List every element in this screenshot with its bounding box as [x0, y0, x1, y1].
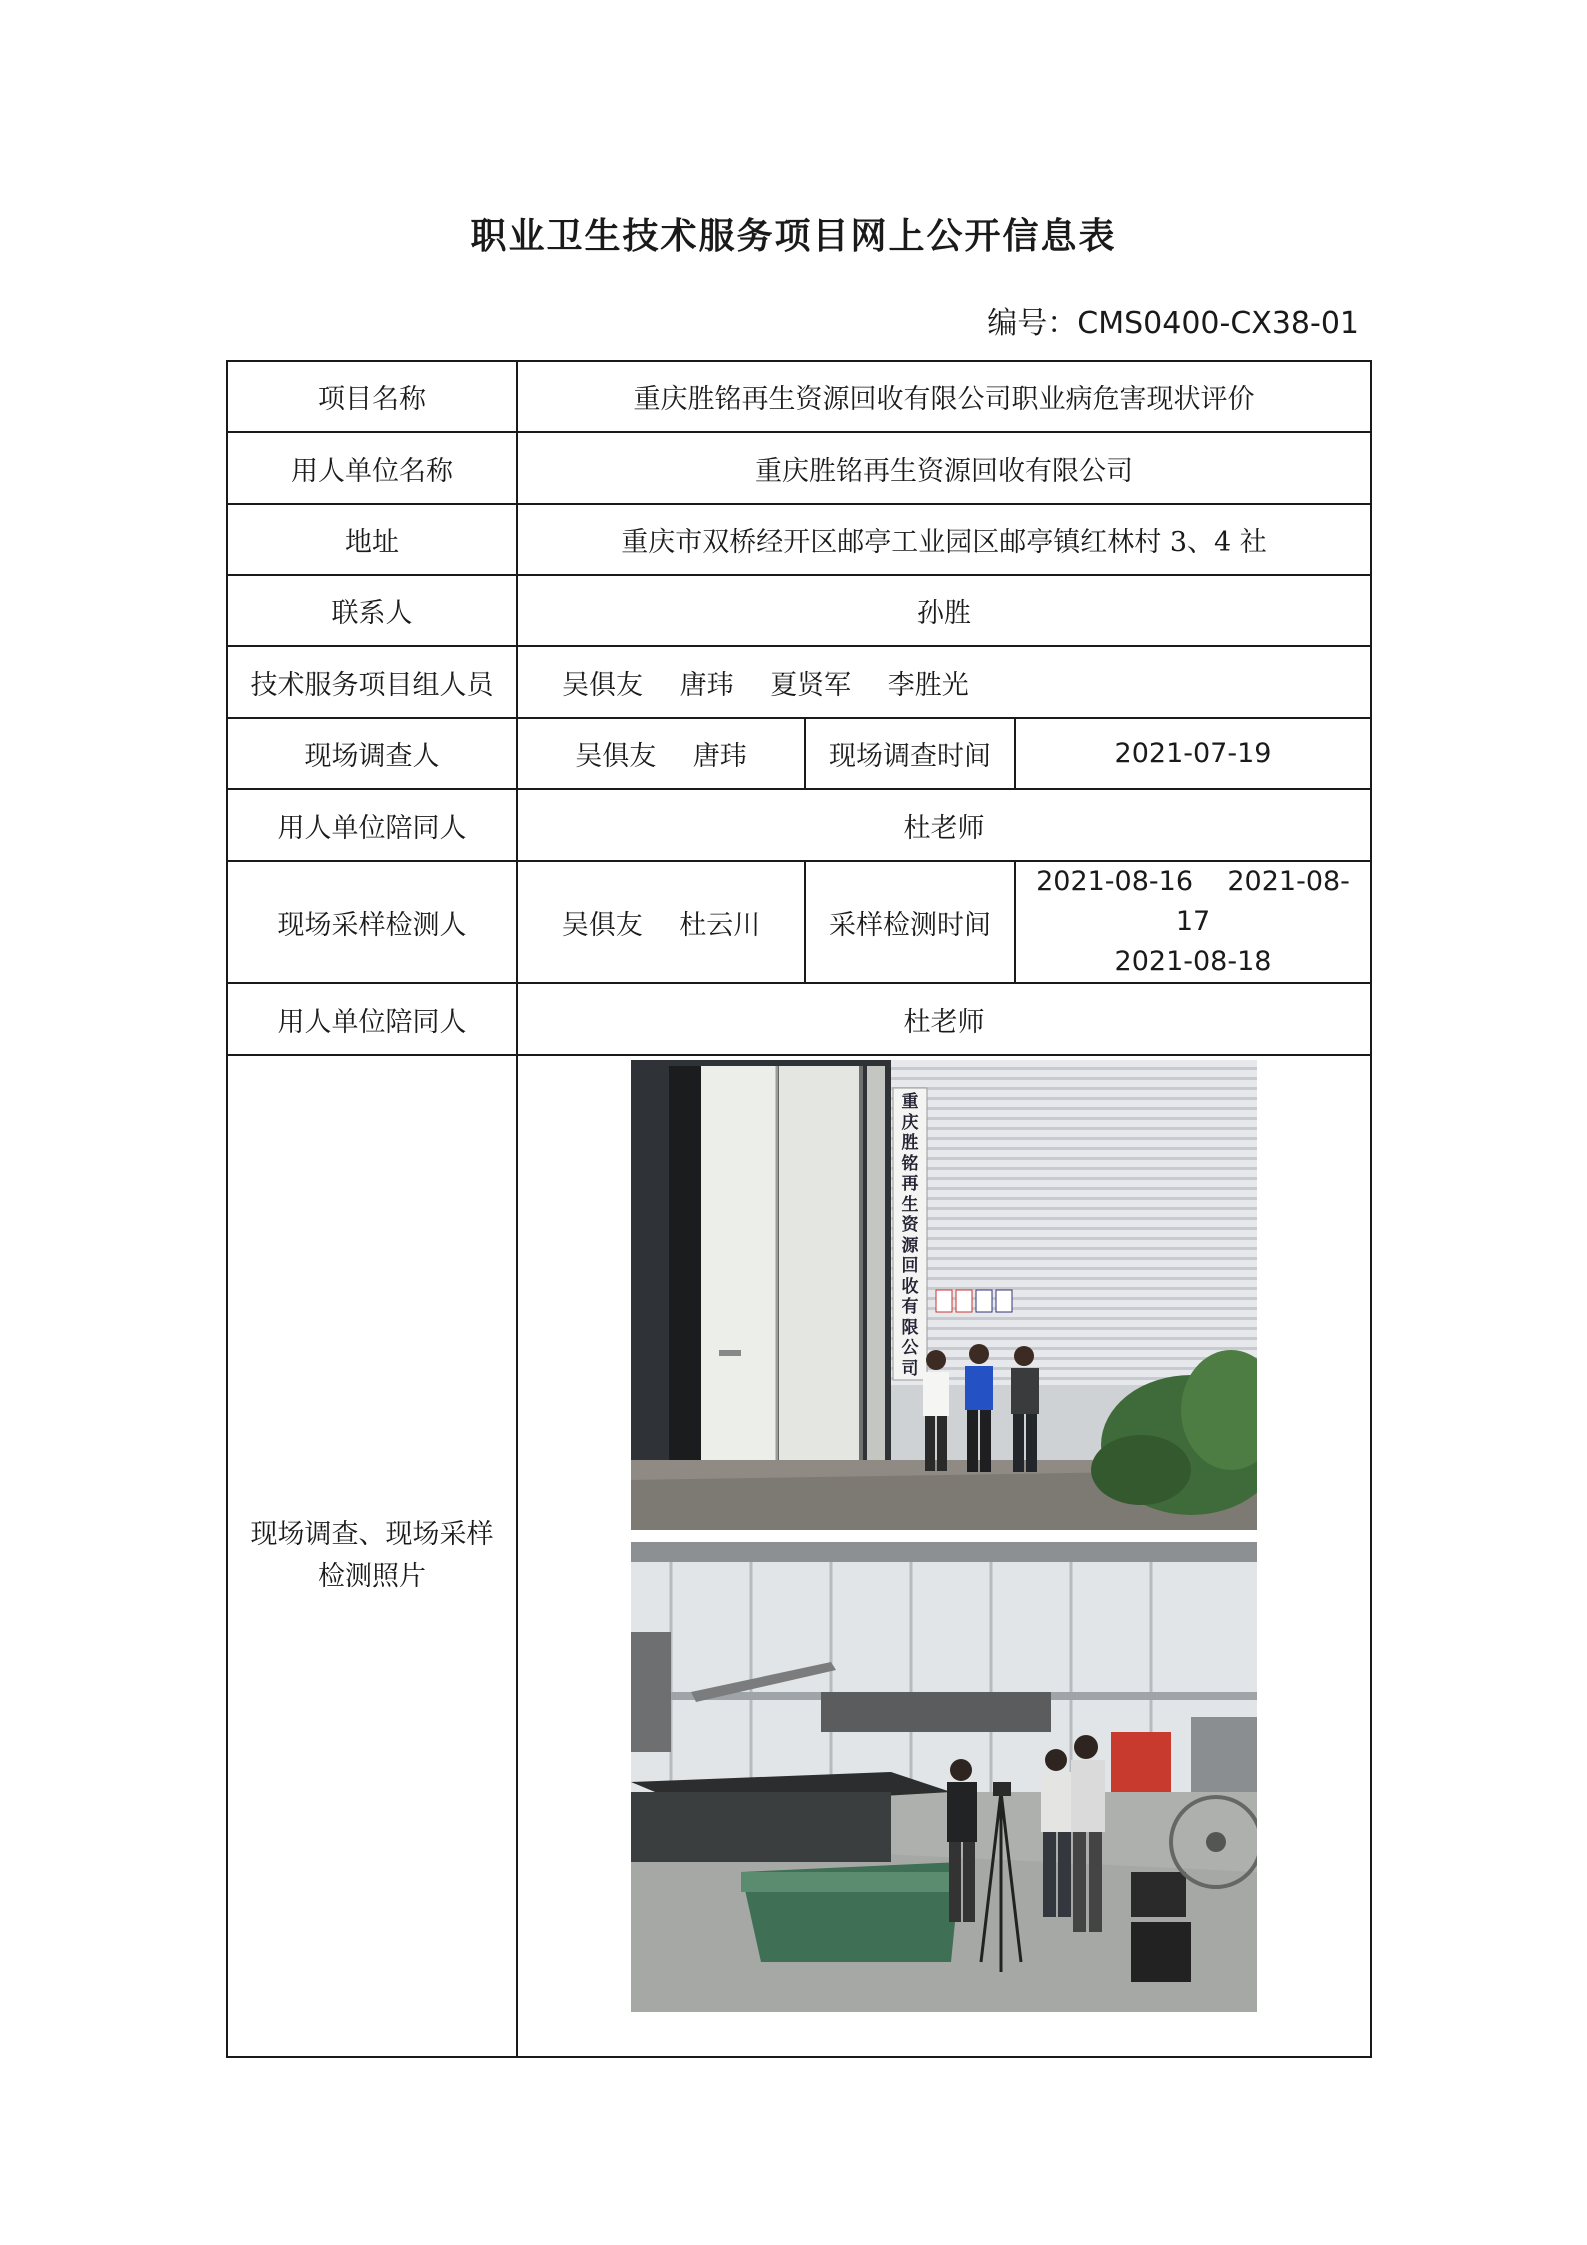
table-row [227, 1055, 1371, 2057]
sampling-date: 2021-08-16 [1036, 866, 1194, 897]
table-row [227, 646, 1371, 718]
value-survey-time: 2021-07-19 [1015, 718, 1371, 789]
sign-character: 生 [901, 1194, 919, 1215]
table-row [227, 718, 1371, 789]
value-sampling-time [1015, 861, 1371, 983]
label-photos: 现场调查、现场采样 检测照片 [227, 1055, 517, 2057]
table-row [227, 789, 1371, 861]
photos-cell [517, 1055, 1371, 2057]
value-sampling-person [517, 861, 805, 983]
label-escort: 用人单位陪同人 [227, 983, 517, 1055]
sign-character: 回 [901, 1256, 919, 1276]
label-team: 技术服务项目组人员 [227, 646, 517, 718]
sampling-person: 杜云川 [679, 909, 761, 941]
sign-character: 庆 [901, 1112, 919, 1133]
sign-character: 重 [901, 1092, 919, 1112]
workshop-sampling-photo [631, 1542, 1257, 2012]
sign-character: 资 [901, 1215, 919, 1235]
sampling-person: 吴俱友 [561, 909, 643, 941]
factory-entrance-photo [631, 1060, 1257, 1530]
sampling-date: 2021-08-18 [1114, 946, 1272, 977]
table-row [227, 361, 1371, 432]
team-member: 夏贤军 [770, 669, 852, 701]
sign-character: 铭 [901, 1153, 919, 1174]
table-row [227, 575, 1371, 646]
table-row [227, 983, 1371, 1055]
sampling-date: 2021-08-17 [1175, 866, 1350, 937]
table-row [227, 504, 1371, 575]
value-address: 重庆市双桥经开区邮亭工业园区邮亭镇红林村 3、4 社 [517, 504, 1371, 575]
sign-character: 胜 [901, 1133, 919, 1153]
sign-character: 源 [901, 1235, 919, 1256]
document-number: 编号：CMS0400-CX38-01 [987, 306, 1359, 341]
team-member: 吴俱友 [562, 669, 643, 701]
value-team [517, 646, 1371, 718]
value-escort: 杜老师 [517, 983, 1371, 1055]
label-sampling-person: 现场采样检测人 [227, 861, 517, 983]
sign-character: 公 [901, 1338, 919, 1358]
label-sampling-time: 采样检测时间 [805, 861, 1015, 983]
page-title: 职业卫生技术服务项目网上公开信息表 [470, 215, 1117, 257]
value-employer: 重庆胜铭再生资源回收有限公司 [517, 432, 1371, 504]
sign-character: 有 [901, 1297, 919, 1317]
value-project-name: 重庆胜铭再生资源回收有限公司职业病危害现状评价 [517, 361, 1371, 432]
sign-character: 再 [901, 1174, 919, 1194]
label-contact: 联系人 [227, 575, 517, 646]
team-member: 唐玮 [679, 669, 734, 701]
sign-character: 司 [901, 1358, 919, 1379]
table-row [227, 861, 1371, 983]
team-member: 李胜光 [887, 669, 969, 701]
label-escort: 用人单位陪同人 [227, 789, 517, 861]
survey-person: 吴俱友 [575, 741, 657, 772]
value-contact: 孙胜 [517, 575, 1371, 646]
value-survey-person [517, 718, 805, 789]
label-project-name: 项目名称 [227, 361, 517, 432]
label-survey-time: 现场调查时间 [805, 718, 1015, 789]
label-address: 地址 [227, 504, 517, 575]
label-survey-person: 现场调查人 [227, 718, 517, 789]
value-escort: 杜老师 [517, 789, 1371, 861]
table-row [227, 432, 1371, 504]
info-table [226, 360, 1372, 2058]
survey-person: 唐玮 [692, 741, 747, 772]
sign-character: 限 [901, 1317, 919, 1338]
sign-character: 收 [901, 1276, 919, 1297]
label-employer: 用人单位名称 [227, 432, 517, 504]
